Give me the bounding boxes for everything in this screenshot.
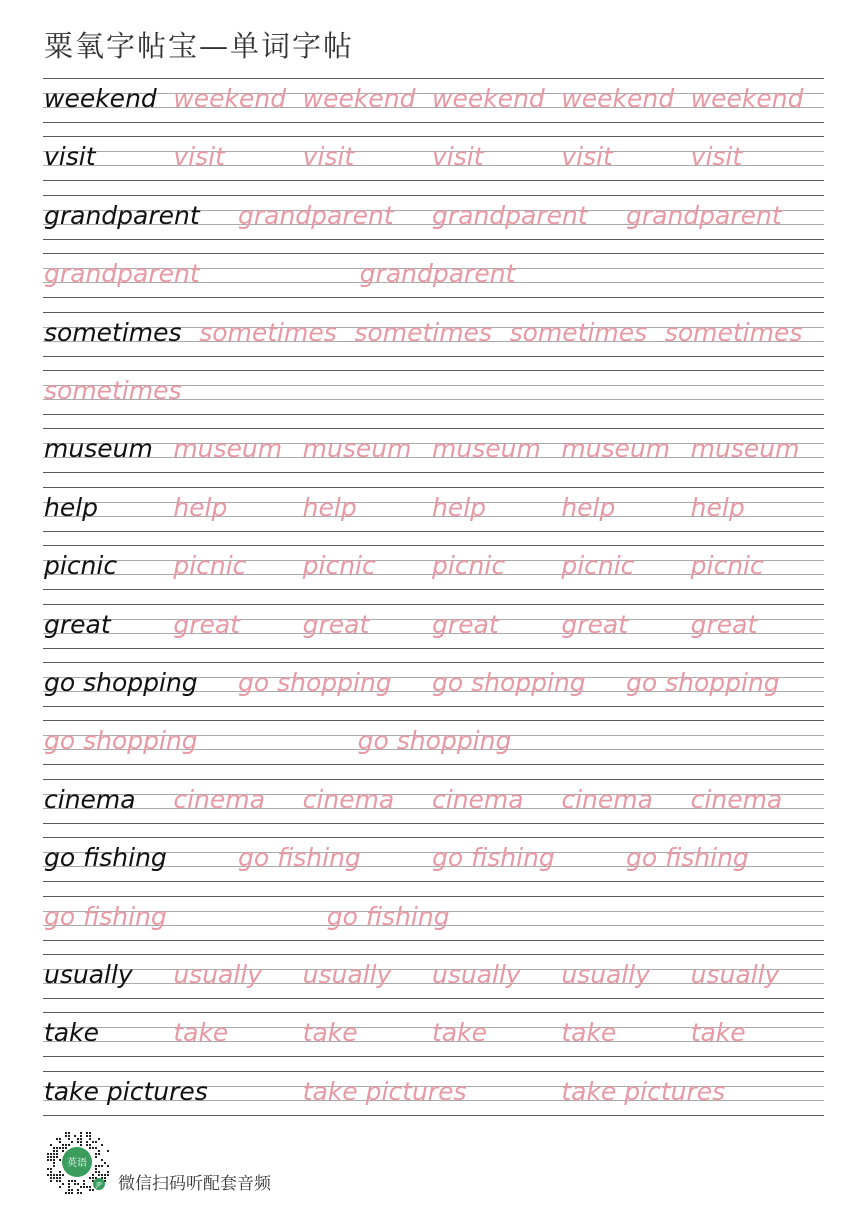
qr-dot: [53, 1174, 55, 1176]
qr-dot: [68, 1189, 70, 1191]
trace-word: grandparent: [44, 259, 200, 289]
trace-word: museum: [690, 434, 800, 464]
qr-dot: [74, 1135, 76, 1137]
qr-dot: [77, 1189, 79, 1191]
trace-word: great: [173, 609, 240, 639]
qr-code-icon: [42, 1127, 112, 1197]
qr-dot: [74, 1180, 76, 1182]
qr-dot: [68, 1135, 70, 1137]
guide-line: [43, 356, 824, 357]
guide-line: [43, 180, 824, 181]
qr-dot: [68, 1144, 70, 1146]
model-word: take pictures: [44, 1076, 208, 1106]
practice-row: [0, 195, 868, 253]
trace-word: go fishing: [626, 843, 749, 873]
qr-dot: [80, 1135, 82, 1137]
model-word: take: [44, 1018, 99, 1048]
qr-dot: [86, 1135, 88, 1137]
guide-line: [43, 428, 824, 429]
qr-dot: [77, 1138, 79, 1140]
practice-row: [0, 1012, 868, 1070]
guide-line: [43, 720, 824, 721]
qr-dot: [104, 1174, 106, 1176]
qr-dot: [53, 1159, 55, 1161]
qr-dot: [104, 1177, 106, 1179]
model-word: grandparent: [44, 200, 200, 230]
guide-line: [43, 1056, 824, 1057]
model-word: go fishing: [44, 843, 167, 873]
trace-word: picnic: [173, 551, 247, 581]
practice-row: [0, 662, 868, 720]
qr-dot: [47, 1168, 49, 1170]
qr-dot: [65, 1135, 67, 1137]
guide-line: [43, 472, 824, 473]
guide-line: [43, 589, 824, 590]
qr-dot: [53, 1150, 55, 1152]
qr-dot: [50, 1177, 52, 1179]
qr-dot: [95, 1153, 97, 1155]
practice-row: [0, 720, 868, 778]
trace-word: great: [561, 609, 628, 639]
qr-dot: [59, 1171, 61, 1173]
practice-row: [0, 78, 868, 136]
guide-line: [43, 954, 824, 955]
qr-dot: [89, 1138, 91, 1140]
qr-dot: [86, 1186, 88, 1188]
guide-line: [43, 122, 824, 123]
qr-dot: [101, 1159, 103, 1161]
qr-dot: [107, 1171, 109, 1173]
trace-word: grandparent: [626, 200, 782, 230]
trace-word: cinema: [432, 784, 524, 814]
trace-word: weekend: [690, 84, 804, 113]
qr-dot: [71, 1192, 73, 1194]
qr-dot: [107, 1150, 109, 1152]
trace-word: go fishing: [238, 843, 361, 873]
trace-word: weekend: [432, 84, 545, 113]
practice-row: [0, 312, 868, 370]
trace-word: cinema: [302, 784, 395, 814]
qr-dot: [65, 1192, 67, 1194]
practice-row: [0, 428, 868, 486]
qr-dot: [89, 1186, 91, 1188]
qr-dot: [53, 1162, 55, 1164]
guide-line: [43, 998, 824, 999]
model-word: weekend: [44, 84, 157, 113]
qr-dot: [68, 1192, 70, 1194]
qr-dot: [56, 1174, 58, 1176]
qr-dot: [92, 1141, 94, 1143]
practice-row: [0, 837, 868, 895]
practice-row: [0, 1071, 868, 1129]
guide-line: [43, 1071, 824, 1072]
trace-word: usually: [690, 960, 780, 989]
trace-word: great: [432, 609, 499, 639]
qr-dot: [68, 1186, 70, 1188]
trace-word: weekend: [302, 84, 416, 113]
guide-line: [43, 297, 824, 298]
qr-dot: [47, 1153, 49, 1155]
qr-dot: [98, 1150, 100, 1152]
guide-line: [43, 545, 824, 546]
qr-dot: [50, 1171, 52, 1173]
qr-dot: [56, 1177, 58, 1179]
qr-dot: [89, 1135, 91, 1137]
qr-dot: [56, 1150, 58, 1152]
qr-dot: [107, 1174, 109, 1176]
guide-line: [43, 136, 824, 137]
practice-row: [0, 954, 868, 1012]
qr-dot: [68, 1138, 70, 1140]
trace-word: visit: [173, 142, 225, 172]
qr-dot: [47, 1159, 49, 1161]
trace-word: usually: [302, 960, 392, 989]
qr-dot: [65, 1147, 67, 1149]
qr-dot: [68, 1132, 70, 1134]
qr-dot: [65, 1132, 67, 1134]
qr-dot: [71, 1141, 73, 1143]
qr-dot: [86, 1144, 88, 1146]
model-word: usually: [44, 960, 133, 989]
practice-row: [0, 896, 868, 954]
practice-row: [0, 253, 868, 311]
qr-dot: [53, 1165, 55, 1167]
guide-line: [43, 779, 824, 780]
trace-word: go shopping: [432, 668, 586, 697]
qr-dot: [59, 1138, 61, 1140]
qr-dot: [59, 1141, 61, 1143]
trace-word: cinema: [561, 784, 653, 814]
trace-word: sometimes: [664, 317, 803, 347]
qr-dot: [50, 1180, 52, 1182]
qr-dot: [95, 1165, 97, 1167]
trace-word: usually: [173, 960, 263, 989]
guide-line: [43, 414, 824, 415]
qr-dot: [77, 1141, 79, 1143]
qr-dot: [98, 1165, 100, 1167]
qr-dot: [65, 1144, 67, 1146]
trace-word: help: [561, 492, 616, 522]
qr-dot: [50, 1159, 52, 1161]
trace-word: take pictures: [561, 1076, 726, 1106]
trace-word: museum: [432, 434, 541, 464]
model-word: go shopping: [44, 668, 198, 697]
trace-word: help: [690, 492, 745, 522]
qr-dot: [95, 1171, 97, 1173]
trace-word: go fishing: [44, 901, 167, 931]
qr-dot: [56, 1153, 58, 1155]
trace-word: visit: [561, 142, 613, 172]
qr-dot: [50, 1144, 52, 1146]
guide-line: [43, 604, 824, 605]
qr-dot: [62, 1147, 64, 1149]
trace-word: great: [302, 609, 370, 639]
qr-dot: [59, 1180, 61, 1182]
practice-row: [0, 487, 868, 545]
practice-row: [0, 604, 868, 662]
guide-line: [43, 531, 824, 532]
guide-line: [43, 896, 824, 897]
footer-caption: 微信扫码听配套音频: [118, 1174, 271, 1194]
qr-dot: [80, 1138, 82, 1140]
qr-dot: [92, 1177, 94, 1179]
guide-line: [43, 239, 824, 240]
model-word: cinema: [44, 784, 136, 814]
trace-word: picnic: [690, 551, 764, 581]
guide-line: [43, 487, 824, 488]
qr-dot: [59, 1186, 61, 1188]
guide-line: [43, 195, 824, 196]
qr-dot: [98, 1138, 100, 1140]
trace-word: great: [690, 609, 758, 639]
guide-line: [43, 312, 824, 313]
trace-word: sometimes: [199, 317, 337, 347]
model-word: help: [44, 492, 99, 522]
qr-dot: [89, 1147, 91, 1149]
qr-dot: [50, 1156, 52, 1158]
qr-dot: [50, 1168, 52, 1170]
trace-word: go shopping: [357, 726, 512, 756]
trace-word: go shopping: [238, 668, 392, 697]
qr-dot: [56, 1180, 58, 1182]
guide-line: [43, 764, 824, 765]
qr-dot: [53, 1153, 55, 1155]
qr-dot: [59, 1177, 61, 1179]
qr-dot: [95, 1168, 97, 1170]
qr-dot: [92, 1174, 94, 1176]
qr-dot: [101, 1165, 103, 1167]
model-word: museum: [44, 434, 153, 464]
trace-word: cinema: [690, 784, 783, 814]
qr-dot: [92, 1189, 94, 1191]
badge-text: 英语: [67, 1158, 87, 1169]
qr-dot: [101, 1174, 103, 1176]
trace-word: take: [561, 1018, 617, 1048]
qr-dot: [83, 1180, 85, 1182]
qr-dot: [77, 1183, 79, 1185]
trace-word: museum: [302, 434, 412, 464]
trace-word: sometimes: [354, 317, 492, 347]
qr-dot: [68, 1180, 70, 1182]
qr-dot: [62, 1150, 64, 1152]
guide-line: [43, 1012, 824, 1013]
model-word: visit: [44, 142, 96, 172]
qr-dot: [59, 1159, 61, 1161]
trace-word: usually: [432, 960, 521, 989]
trace-word: picnic: [432, 551, 506, 581]
qr-dot: [89, 1189, 91, 1191]
qr-dot: [80, 1132, 82, 1134]
qr-dot: [80, 1186, 82, 1188]
qr-dot: [95, 1147, 97, 1149]
guide-line: [43, 253, 824, 254]
trace-word: usually: [561, 960, 651, 989]
qr-dot: [77, 1192, 79, 1194]
guide-line: [43, 837, 824, 838]
qr-dot: [86, 1132, 88, 1134]
trace-word: take: [302, 1018, 358, 1048]
trace-word: take: [173, 1018, 229, 1048]
guide-line: [43, 706, 824, 707]
qr-dot: [62, 1174, 64, 1176]
qr-dot: [89, 1144, 91, 1146]
guide-line: [43, 940, 824, 941]
qr-dot: [98, 1171, 100, 1173]
qr-dot: [59, 1147, 61, 1149]
trace-word: weekend: [173, 84, 287, 113]
qr-dot: [80, 1192, 82, 1194]
trace-word: visit: [302, 142, 355, 172]
qr-dot: [98, 1174, 100, 1176]
trace-word: take pictures: [302, 1076, 467, 1106]
guide-line: [43, 648, 824, 649]
qr-dot: [83, 1186, 85, 1188]
qr-dot: [74, 1183, 76, 1185]
trace-word: help: [302, 492, 357, 522]
qr-dot: [101, 1144, 103, 1146]
qr-dot: [71, 1180, 73, 1182]
qr-dot: [56, 1147, 58, 1149]
guide-line: [43, 1115, 824, 1116]
corner-badge-text: JP: [96, 1181, 102, 1189]
qr-dot: [89, 1177, 91, 1179]
qr-dot: [53, 1156, 55, 1158]
qr-dot: [89, 1132, 91, 1134]
qr-dot: [50, 1174, 52, 1176]
qr-dot: [53, 1147, 55, 1149]
practice-row: [0, 779, 868, 837]
practice-row: [0, 545, 868, 603]
trace-word: take: [690, 1018, 746, 1048]
guide-line: [43, 881, 824, 882]
qr-dot: [47, 1174, 49, 1176]
practice-row: [0, 370, 868, 428]
trace-word: go fishing: [326, 901, 450, 931]
trace-word: museum: [561, 434, 671, 464]
trace-word: sometimes: [44, 376, 182, 405]
qr-dot: [50, 1153, 52, 1155]
guide-line: [43, 78, 824, 79]
model-word: great: [44, 609, 111, 639]
model-word: sometimes: [44, 317, 182, 347]
trace-word: go shopping: [626, 668, 780, 697]
qr-dot: [62, 1183, 64, 1185]
trace-word: help: [432, 492, 487, 522]
qr-dot: [47, 1156, 49, 1158]
qr-dot: [53, 1177, 55, 1179]
page-title: 粟氧字帖宝—单词字帖: [44, 29, 355, 63]
guide-line: [43, 662, 824, 663]
trace-word: grandparent: [432, 200, 588, 230]
qr-dot: [59, 1174, 61, 1176]
qr-dot: [83, 1183, 85, 1185]
trace-word: take: [432, 1018, 487, 1048]
qr-dot: [68, 1183, 70, 1185]
qr-dot: [71, 1189, 73, 1191]
qr-dot: [104, 1162, 106, 1164]
trace-word: picnic: [302, 551, 376, 581]
trace-word: go shopping: [44, 726, 198, 756]
qr-dot: [56, 1156, 58, 1158]
model-word: picnic: [44, 551, 118, 581]
trace-word: grandparent: [359, 259, 516, 289]
qr-dot: [95, 1156, 97, 1158]
qr-dot: [95, 1141, 97, 1143]
trace-word: grandparent: [238, 200, 394, 230]
trace-word: go fishing: [432, 843, 555, 873]
practice-row: [0, 136, 868, 194]
qr-dot: [92, 1147, 94, 1149]
trace-word: weekend: [561, 84, 675, 113]
qr-dot: [98, 1153, 100, 1155]
trace-word: picnic: [561, 551, 635, 581]
guide-line: [43, 370, 824, 371]
qr-dot: [86, 1141, 88, 1143]
trace-word: museum: [173, 434, 283, 464]
trace-word: visit: [690, 142, 743, 172]
qr-dot: [80, 1141, 82, 1143]
qr-dot: [56, 1138, 58, 1140]
qr-dot: [62, 1144, 64, 1146]
trace-word: help: [173, 492, 228, 522]
trace-word: visit: [432, 142, 484, 172]
guide-line: [43, 823, 824, 824]
qr-dot: [107, 1165, 109, 1167]
trace-word: sometimes: [509, 317, 648, 347]
qr-dot: [80, 1144, 82, 1146]
trace-word: cinema: [173, 784, 265, 814]
